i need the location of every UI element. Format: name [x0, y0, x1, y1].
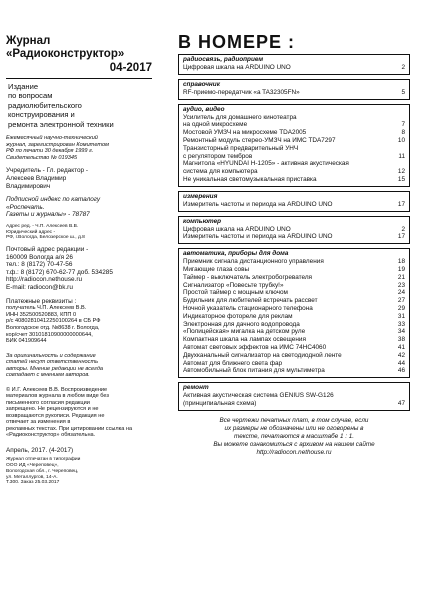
toc-entry-title: Индикаторное фотореле для реклам — [183, 312, 293, 320]
toc-entry-page: 44 — [397, 359, 405, 367]
divider — [6, 78, 152, 79]
toc-title: В НОМЕРЕ : — [178, 32, 296, 52]
printing-info — [6, 457, 152, 486]
toc-entry-title: Цифровая шкала на ARDUINO UNO — [183, 225, 291, 233]
founder-editor — [6, 167, 152, 190]
toc-entry-page: 15 — [397, 175, 405, 183]
toc-section-heading: ремонт — [183, 384, 209, 392]
toc-entry[interactable] — [183, 282, 405, 290]
toc-section — [178, 191, 410, 212]
toc-section — [178, 54, 410, 75]
toc-entry-title: Таймер - выключатель электробогревателя — [183, 273, 313, 281]
subscription-line: Подписной индекс по каталогу — [6, 196, 101, 204]
toc-entry[interactable] — [183, 321, 405, 329]
note-line: статей несут ответственность — [6, 359, 99, 366]
toc-entry-title: Усилитель для домашнего кинотеатра — [183, 113, 297, 121]
toc-entry[interactable] — [183, 360, 405, 368]
email-link[interactable]: E-mail: radiocon@bk.ru — [6, 284, 73, 292]
authors-responsibility-note — [6, 353, 152, 379]
toc-entry[interactable] — [183, 176, 405, 184]
toc-entry-title: Ночной указатель стационарного телефона — [183, 304, 313, 312]
toc-section-heading: аудио, видео — [183, 105, 225, 113]
registration-line: Ежемесячный научно-технический — [6, 135, 98, 142]
toc-entry[interactable] — [183, 160, 405, 168]
toc-entry-title: «Полицейская» мигалка на детском руле — [183, 328, 306, 336]
toc-entry-page: 27 — [397, 297, 405, 305]
toc-section-heading: автоматика, приборы для дома — [183, 250, 289, 258]
printing-line: Вологодская обл., г. Череповец, — [6, 468, 79, 474]
postal-line: Почтовый адрес редакции - — [6, 246, 89, 254]
registration-line: РФ по печати 30 декабря 1999 г. — [6, 148, 94, 155]
toc-entry[interactable] — [183, 168, 405, 176]
toc-entry[interactable] — [183, 367, 405, 375]
toc-entry-title: Будильник для любителей встречать рассвет — [183, 297, 318, 305]
toc-entry-title: Активная акустическая система GENIUS SW-G126 — [183, 392, 334, 400]
toc-entry-page: 17 — [397, 200, 405, 208]
toc-entry[interactable] — [183, 336, 405, 344]
tagline-line: по вопросам — [8, 91, 53, 101]
toc-entry[interactable] — [183, 201, 405, 209]
toc-entry-title: (принципиальная схема) — [183, 399, 257, 407]
toc-entry-page: 21 — [397, 273, 405, 281]
payment-line: р/с 40802810412250100264 в СБ РФ — [6, 318, 101, 325]
toc-entry[interactable] — [183, 89, 405, 97]
printing-line: ООО ИД «Череповец», — [6, 463, 59, 469]
toc-entry-page: 2 — [401, 64, 405, 71]
copyright-line: отвечает за изменения в — [6, 419, 71, 426]
payment-title: Платежные реквизиты : — [6, 297, 77, 305]
printing-line: ул. Металлургов, 14-А. — [6, 474, 58, 480]
toc-entry-page: 34 — [397, 328, 405, 336]
magazine-title-line2: «Радиоконструктор» — [6, 48, 125, 60]
postal-contacts — [6, 246, 152, 292]
toc-section — [178, 79, 410, 100]
registration-line: журнал, зарегистрирован Комитетом — [6, 141, 109, 148]
note-line: авторы. Мнение редакции не всегда — [6, 365, 104, 372]
toc-entry[interactable] — [183, 129, 405, 137]
payment-details — [6, 305, 152, 345]
toc-entry[interactable] — [183, 153, 405, 161]
toc-section — [178, 216, 410, 245]
toc-entry-page: 17 — [397, 233, 405, 241]
issue-date: Апрель, 2017. (4-2017) — [6, 446, 74, 454]
toc-entry-title: Мигающие глаза совы — [183, 265, 250, 273]
toc-entry[interactable] — [183, 305, 405, 313]
toc-entry[interactable] — [183, 297, 405, 305]
archive-link[interactable]: http://radiocon.nethouse.ru — [256, 448, 332, 456]
toc-entry-page: 11 — [398, 152, 405, 160]
toc-entry-title: Автомобильный блок питания для мультиметра — [183, 367, 325, 375]
toc-entry-page: 18 — [397, 258, 405, 266]
toc-section-heading: компьютер — [183, 217, 222, 225]
toc-entry-page: 10 — [397, 136, 405, 144]
tagline — [8, 82, 152, 129]
toc-entry-page: 42 — [397, 351, 405, 359]
toc-entry[interactable] — [183, 258, 405, 266]
tagline-line: Издание — [8, 82, 39, 91]
founder-line: Алексеев Владимир — [6, 175, 67, 182]
toc-section — [178, 248, 410, 378]
toc-entry-page: 19 — [397, 265, 405, 273]
toc-sections — [178, 54, 410, 411]
toc-entry-title: Приемник сигнала дистанционного управления — [183, 258, 324, 266]
copyright-line: © И.Г. Алексеев В.В. Воспроизведение — [6, 386, 108, 393]
toc-entry-page: 7 — [401, 121, 405, 129]
note-line: совпадает с мнением авторов. — [6, 372, 90, 379]
toc-entry[interactable] — [183, 392, 405, 400]
toc-entry-page: 23 — [397, 281, 405, 289]
toc-entry[interactable] — [183, 274, 405, 282]
toc-entry-title: Мостовой УМЗЧ на микросхеме TDA2005 — [183, 129, 307, 137]
table-of-contents — [178, 32, 410, 457]
copyright-line: рекламных текстах. При цитировании ссылка на — [6, 425, 133, 432]
toc-entry[interactable] — [183, 352, 405, 360]
payment-line: получатель Ч.П. Алексеев В.В. — [6, 305, 87, 312]
toc-section-heading: справочник — [183, 80, 220, 88]
toc-entry[interactable] — [183, 328, 405, 336]
toc-entry-page: 31 — [397, 312, 405, 320]
payment-line: ИНН 352500520883, КПП 0 — [6, 311, 77, 318]
toc-entry[interactable] — [183, 114, 405, 122]
printing-line: Журнал отпечатан в типографии — [6, 457, 81, 463]
toc-entry[interactable] — [183, 400, 405, 408]
toc-entry-title: Двухканальный сигнализатор на светодиодной ленте — [183, 351, 342, 359]
toc-entry[interactable] — [183, 64, 405, 72]
toc-entry[interactable] — [183, 313, 405, 321]
toc-entry-title: Ремонтный модуль стерео-УМЗЧ на ИМС TDA7297 — [183, 136, 336, 144]
toc-section — [178, 104, 410, 187]
toc-entry-title: с регулятором тембров — [183, 152, 253, 160]
toc-entry[interactable] — [183, 344, 405, 352]
payment-line: БИК 041909644 — [6, 338, 47, 345]
subscription-line: Газеты и журналы» - 78787 — [6, 211, 90, 219]
copyright-line: запрещено. Не рецензируются и не — [6, 406, 99, 413]
toc-entry-title: Автомат световых эффектов на ИМС 74HC4060 — [183, 343, 327, 351]
legal-address-line: Адрес ред. - Ч.П. Алексеев В.В. — [6, 223, 79, 229]
founder-line: Владимирович — [6, 182, 51, 190]
registration-line: Свидетельство № 019345 — [6, 154, 78, 161]
note-line: За оригинальность и содержание — [6, 352, 96, 359]
toc-entry-page: 8 — [401, 129, 405, 137]
phone-line: тел.: 8 (8172) 70-47-56 — [6, 261, 73, 269]
toc-entry-page: 33 — [397, 320, 405, 328]
toc-entry-page: 41 — [397, 343, 405, 351]
toc-entry-page: 24 — [397, 289, 405, 297]
pcb-scale-note — [178, 417, 410, 457]
toc-entry-page: 12 — [397, 168, 405, 176]
founder-line: Учредитель - Гл. редактор - — [6, 167, 88, 175]
subscription-index — [6, 196, 152, 219]
toc-entry[interactable] — [183, 266, 405, 274]
copyright-notice — [6, 387, 152, 439]
toc-entry-title: Автомат для ближнего света фар — [183, 359, 283, 367]
toc-entry-title: Измеритель частоты и периода на ARDUINO UNO — [183, 233, 333, 241]
masthead-column — [6, 35, 152, 486]
toc-entry-page: 2 — [401, 225, 405, 233]
toc-entry[interactable] — [183, 121, 405, 129]
toc-entry-page: 46 — [397, 367, 405, 375]
toc-entry[interactable] — [183, 233, 405, 241]
toc-section-heading: измерения — [183, 192, 218, 200]
magazine-title-line1: Журнал — [6, 35, 51, 47]
toc-entry[interactable] — [183, 289, 405, 297]
tagline-line: ремонта электронной техники — [8, 119, 114, 129]
toc-entry-title: Электронная для дачного водопровода — [183, 320, 300, 328]
legal-address-line: РФ, г.Вологда, Белозерское ш., д.8 — [6, 235, 85, 241]
pcb-note-line: Вы можете ознакомиться с архивом на нашем сайте — [213, 440, 375, 448]
toc-entry-title: Сигнализатор «Повесьте трубку!» — [183, 281, 284, 289]
toc-entry-title: на одной микросхеме — [183, 121, 248, 129]
toc-entry-page: 5 — [401, 88, 405, 96]
toc-section — [178, 382, 410, 411]
toc-entry-title: RF-приемо-передатчик «a TA32305FN» — [183, 88, 300, 96]
toc-entry-page: 29 — [397, 304, 405, 312]
website-link[interactable]: http://radiocon.nethouse.ru — [6, 276, 83, 284]
tagline-line: конструирования и — [8, 110, 75, 120]
copyright-line: материалов журнала в любом виде без — [6, 393, 109, 400]
toc-entry-title: Простой таймер с мощным ключом — [183, 289, 288, 297]
legal-address — [6, 224, 152, 241]
issue-number: 04-2017 — [109, 62, 152, 74]
pcb-note-line: их размеры не обозначены или не оговорены в — [224, 424, 364, 432]
tagline-line: радиолюбительского — [8, 100, 82, 110]
toc-entry[interactable] — [183, 226, 405, 234]
registration-note — [6, 135, 152, 161]
toc-entry-title: Цифровая шкала на ARDUINO UNO — [183, 64, 291, 71]
copyright-line: возвращаются рукописи. Редакция не — [6, 412, 105, 419]
pcb-note-line: тексте, печатаются в масштабе 1 : 1. — [234, 432, 354, 440]
toc-entry[interactable] — [183, 145, 405, 153]
toc-entry-title: Магнитола «HYUNDAI H-1205» - активная акустическая — [183, 160, 349, 168]
postal-line: 160009 Вологда а/я 26 — [6, 253, 73, 261]
toc-entry-title: Не уникальная светомузыкальная приставка — [183, 175, 317, 183]
toc-entry-page: 38 — [397, 336, 405, 344]
copyright-line: «Радиоконструктор» обязательна. — [6, 432, 96, 439]
toc-entry-title: система для компьютера — [183, 168, 258, 176]
toc-entry-title: Транзисторный предварительный УНЧ — [183, 144, 299, 152]
toc-entry-page: 47 — [397, 399, 405, 407]
toc-section-heading: радиосвязь, радиоприем — [183, 56, 264, 63]
toc-entry-title: Измеритель частоты и периода на ARDUINO UNO — [183, 200, 333, 208]
legal-address-line: Юридический адрес - — [6, 229, 56, 235]
printing-line: Т.300. Заказ 25.03.2017 — [6, 480, 60, 486]
payment-line: Вологодское отд. №8638 г. Вологда, — [6, 325, 100, 332]
fax-line: т.ф.: 8 (8172) 670-62-77 доб. 534285 — [6, 268, 113, 276]
pcb-note-line: Все чертежи печатных плат, в том случае, если — [219, 416, 369, 424]
toc-entry[interactable] — [183, 137, 405, 145]
toc-entry-title: Компактная шкала на лампах освещения — [183, 336, 306, 344]
payment-line: кор/счет 30101810900000000644, — [6, 331, 93, 338]
subscription-line: «Роспечать. — [6, 203, 45, 211]
copyright-line: письменного согласия редакции — [6, 399, 90, 406]
